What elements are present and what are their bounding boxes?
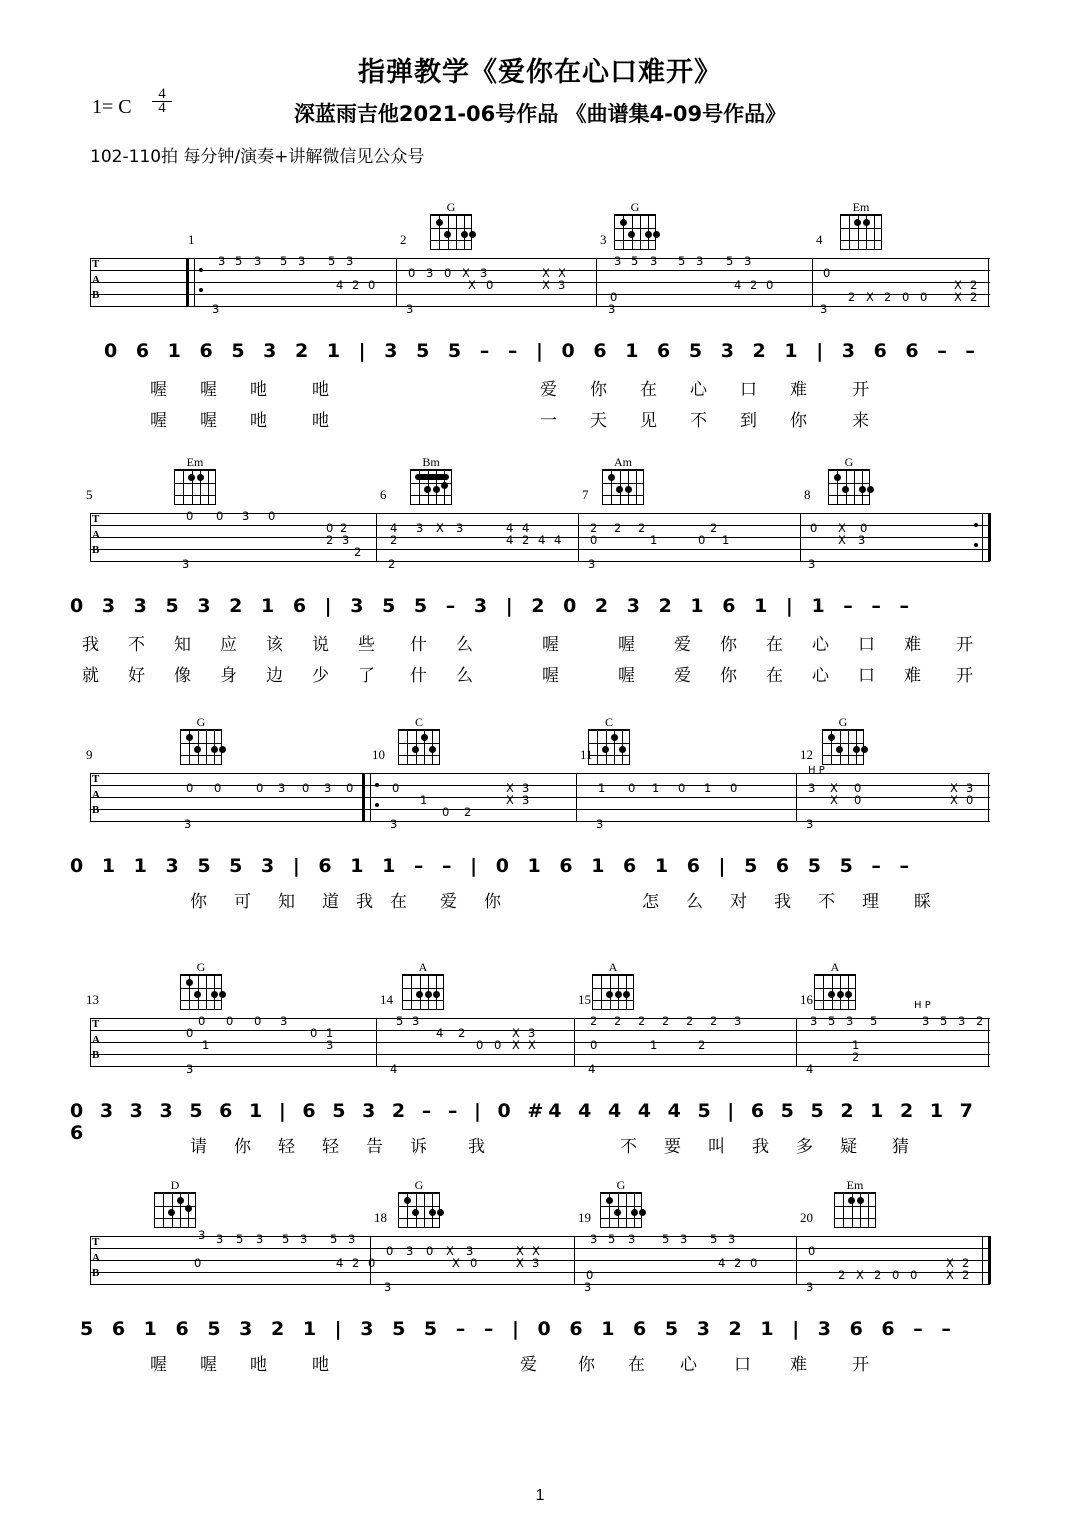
chord-diagram-am (600, 455, 646, 505)
chord-grid (402, 974, 444, 1010)
chord-diagram-g-6 (178, 960, 224, 1010)
lyric-syllable: 什 (410, 635, 427, 655)
lyric-syllable: 吔 (312, 1355, 329, 1375)
chord-grid (592, 974, 634, 1010)
measure-number: 10 (372, 747, 385, 762)
chord-grid (180, 729, 222, 765)
lyric-syllable: 理 (862, 892, 879, 912)
lyric-syllable: 来 (852, 411, 869, 431)
chord-name: Bm (422, 455, 440, 469)
chord-grid (602, 469, 644, 505)
chord-grid (430, 214, 472, 250)
lyric-syllable: 我 (468, 1137, 485, 1157)
measure-number: 9 (86, 747, 93, 762)
chord-diagram-em-1 (838, 200, 884, 250)
measure-number: 20 (800, 1210, 813, 1225)
lyric-syllable: 可 (234, 892, 251, 912)
measure-number: 11 (580, 747, 593, 762)
chord-grid (834, 1192, 876, 1228)
measure-number: 8 (804, 487, 811, 502)
chord-name: Em (846, 1178, 864, 1192)
lyric-syllable: 喔 (618, 635, 635, 655)
chord-name: A (830, 960, 840, 974)
lyric-syllable: 不 (620, 1137, 637, 1157)
lyric-syllable: 吔 (250, 411, 267, 431)
lyric-syllable: 喔 (150, 1355, 167, 1375)
chord-diagram-bm (408, 455, 454, 505)
lyric-syllable: 在 (766, 635, 783, 655)
system-4 (0, 960, 1080, 1160)
lyric-syllable: 我 (82, 635, 99, 655)
lyric-syllable: 身 (220, 666, 237, 686)
notation-text: 0 1 1 3 5 5 3 | 6 1 1 – – | 0 1 6 1 6 1 6 | 5 6 5 5 – – (70, 855, 916, 877)
chord-name: C (414, 715, 423, 729)
measure-number: 14 (380, 992, 393, 1007)
chord-grid (180, 974, 222, 1010)
lyric-syllable: 难 (790, 1355, 807, 1375)
lyric-syllable: 吔 (250, 380, 267, 400)
lyric-syllable: 心 (690, 380, 707, 400)
chord-diagram-a-3 (812, 960, 858, 1010)
lyric-syllable: 在 (640, 380, 657, 400)
chord-grid (840, 214, 882, 250)
chord-grid (174, 469, 216, 505)
lyric-syllable: 爱 (674, 635, 691, 655)
lyric-syllable: 我 (356, 892, 373, 912)
lyric-syllable: 多 (796, 1137, 813, 1157)
lyric-syllable: 诉 (410, 1137, 427, 1157)
lyric-syllable: 好 (128, 666, 145, 686)
lyric-syllable: 爱 (674, 666, 691, 686)
lyric-syllable: 不 (818, 892, 835, 912)
measure-number: 7 (582, 487, 589, 502)
measure-number: 6 (380, 487, 387, 502)
measure-number: 5 (86, 487, 93, 502)
chord-diagram-a-2 (590, 960, 636, 1010)
lyric-syllable: 难 (904, 666, 921, 686)
chord-grid (398, 729, 440, 765)
chord-grid (154, 1192, 196, 1228)
chord-name: G (196, 960, 206, 974)
lyric-syllable: 喔 (542, 666, 559, 686)
lyric-syllable: 不 (128, 635, 145, 655)
chord-diagram-g-4 (178, 715, 224, 765)
lyric-syllable: 就 (82, 666, 99, 686)
chord-diagram-g-3 (826, 455, 872, 505)
chord-name: D (170, 1178, 180, 1192)
numbered-notation-3 (70, 855, 990, 881)
chord-diagram-c-1 (396, 715, 442, 765)
tab-staff-4: T A B 13 14 15 16 0 0 0 3 0 1 0 1 3 3 5 3 4 2 0 0 X X X 3 4 2 2 2 2 2 2 3 0 1 2 4 3 5 3 5 3 5 3 2 H P 1 2 4 (90, 1018, 990, 1080)
lyric-syllable: 口 (858, 666, 875, 686)
tab-label: T A B (92, 773, 100, 816)
system-5 (0, 1178, 1080, 1378)
tab-label: T A B (92, 1236, 100, 1279)
system-2 (0, 455, 1080, 685)
lyric-syllable: 口 (858, 635, 875, 655)
notation-text: 0 6 1 6 5 3 2 1 | 3 5 5 – – | 0 6 1 6 5 3 2 1 | 3 6 6 – – (104, 340, 981, 362)
lyrics-line-1-1 (90, 375, 990, 399)
numbered-notation-4 (70, 1100, 990, 1144)
lyric-syllable: 开 (852, 380, 869, 400)
system-3 (0, 715, 1080, 915)
lyric-syllable: 么 (456, 666, 473, 686)
lyric-syllable: 吔 (312, 411, 329, 431)
chord-grid (600, 1192, 642, 1228)
lyric-syllable: 在 (390, 892, 407, 912)
chord-name: A (608, 960, 618, 974)
chord-name: Em (852, 200, 870, 214)
chord-name: G (446, 200, 456, 214)
lyric-syllable: 说 (312, 635, 329, 655)
lyric-syllable: 你 (590, 380, 607, 400)
time-signature-denominator: 4 (152, 101, 172, 115)
lyrics-line-1-2 (90, 406, 990, 430)
lyric-syllable: 我 (774, 892, 791, 912)
chord-name: A (418, 960, 428, 974)
lyric-syllable: 爱 (540, 380, 557, 400)
chord-grid (814, 974, 856, 1010)
page-subtitle: 深蓝雨吉他2021-06号作品 《曲谱集4-09号作品》 (293, 102, 787, 126)
lyric-syllable: 什 (410, 666, 427, 686)
chord-name: Em (186, 455, 204, 469)
tab-label: T A B (92, 258, 100, 301)
notation-text: 0 3 3 5 3 2 1 6 | 3 5 5 – 3 | 2 0 2 3 2 1 6 1 | 1 – – – (70, 595, 916, 617)
lyric-syllable: 少 (312, 666, 329, 686)
numbered-notation-2 (70, 595, 990, 621)
lyrics-line-2-1 (82, 630, 990, 655)
lyric-syllable: 爱 (440, 892, 457, 912)
chord-grid (588, 729, 630, 765)
lyric-syllable: 喔 (200, 1355, 217, 1375)
lyric-syllable: 么 (686, 892, 703, 912)
lyric-syllable: 你 (578, 1355, 595, 1375)
lyric-syllable: 心 (812, 666, 829, 686)
notation-text: 5 6 1 6 5 3 2 1 | 3 5 5 – – | 0 6 1 6 5 3 2 1 | 3 6 6 – – (80, 1318, 957, 1340)
lyric-syllable: 你 (720, 666, 737, 686)
time-signature (152, 88, 172, 115)
numbered-notation-5 (80, 1318, 990, 1344)
measure-number: 19 (578, 1210, 591, 1225)
lyric-syllable: 你 (190, 892, 207, 912)
lyric-syllable: 了 (358, 666, 375, 686)
lyric-syllable: 到 (740, 411, 757, 431)
chord-name: G (196, 715, 206, 729)
lyric-syllable: 轻 (322, 1137, 339, 1157)
lyric-syllable: 请 (190, 1137, 207, 1157)
lyric-syllable: 开 (956, 666, 973, 686)
lyric-syllable: 一 (540, 411, 557, 431)
lyric-syllable: 告 (366, 1137, 383, 1157)
lyric-syllable: 要 (664, 1137, 681, 1157)
lyric-syllable: 些 (358, 635, 375, 655)
lyric-syllable: 怎 (642, 892, 659, 912)
chord-diagram-g-2 (612, 200, 658, 250)
chord-grid (410, 469, 452, 505)
lyric-syllable: 疑 (840, 1137, 857, 1157)
chord-diagram-d (152, 1178, 198, 1228)
lyric-syllable: 应 (220, 635, 237, 655)
chord-diagram-g-5 (820, 715, 866, 765)
chord-grid (398, 1192, 440, 1228)
page-title: 指弹教学《爱你在心口难开》 (358, 57, 722, 87)
lyric-syllable: 心 (680, 1355, 697, 1375)
lyric-syllable: 天 (590, 411, 607, 431)
chord-name: G (414, 1178, 424, 1192)
tempo-marking: 102-110拍 每分钟/演奏+讲解微信见公众号 (90, 147, 425, 167)
chord-name: C (604, 715, 613, 729)
lyric-syllable: 开 (956, 635, 973, 655)
page-number: 1 (535, 1487, 545, 1504)
lyric-syllable: 在 (628, 1355, 645, 1375)
chord-grid (614, 214, 656, 250)
lyric-syllable: 你 (234, 1137, 251, 1157)
chord-diagram-em-3 (832, 1178, 878, 1228)
tab-staff-2: T A B 5 6 7 8 0 0 3 0 0 2 2 3 2 3 4 3 X 3 2 4 4 4 4 4 2 2 2 2 2 2 0 1 1 0 3 0 X 0 X 3 3 (90, 513, 990, 575)
measure-number: 18 (374, 1210, 387, 1225)
lyric-syllable: 吔 (312, 380, 329, 400)
lyric-syllable: 难 (790, 380, 807, 400)
lyric-syllable: 么 (456, 635, 473, 655)
lyric-syllable: 爱 (520, 1355, 537, 1375)
lyric-syllable: 喔 (150, 380, 167, 400)
lyric-syllable: 开 (852, 1355, 869, 1375)
tab-staff-3: T A B 9 10 11 12 0 0 0 3 0 3 0 3 0 1 0 2 X 3 X 3 3 1 0 1 0 1 0 3 3 X 0 X 0 X 3 X 0 H P 3 (90, 773, 990, 835)
measure-number: 15 (578, 992, 591, 1007)
lyric-syllable: 心 (812, 635, 829, 655)
chord-name: G (844, 455, 854, 469)
lyrics-line-2-2 (82, 661, 990, 686)
lyric-syllable: 喔 (200, 380, 217, 400)
chord-name: G (616, 1178, 626, 1192)
measure-number: 3 (600, 232, 607, 247)
tab-label: T A B (92, 1018, 100, 1061)
lyric-syllable: 口 (740, 380, 757, 400)
lyric-syllable: 口 (734, 1355, 751, 1375)
system-1 (0, 200, 1080, 430)
lyric-syllable: 见 (640, 411, 657, 431)
measure-number: 13 (86, 992, 99, 1007)
lyric-syllable: 难 (904, 635, 921, 655)
lyric-syllable: 像 (174, 666, 191, 686)
measure-number: 1 (188, 232, 195, 247)
tab-staff-1: T A B 1 2 3 4 3 5 3 5 3 5 3 4 2 0 3 0 3 0 X 3 X X X 3 X 0 3 3 5 3 5 3 5 3 4 2 0 0 3 0 2 X 2 0 0 X 2 X 2 3 (90, 258, 990, 320)
numbered-notation-1 (90, 340, 990, 366)
lyric-syllable: 道 (322, 892, 339, 912)
tab-label: T A B (92, 513, 100, 556)
chord-name: G (838, 715, 848, 729)
lyric-syllable: 你 (484, 892, 501, 912)
notation-text: 0 3 3 3 5 6 1 | 6 5 3 2 – – | 0 #4 4 4 4 4 5 | 6 5 5 2 1 2 1 7 6 (70, 1100, 978, 1144)
measure-number: 2 (400, 232, 407, 247)
chord-diagram-g-8 (598, 1178, 644, 1228)
lyric-syllable: 不 (690, 411, 707, 431)
lyric-syllable: 喔 (200, 411, 217, 431)
lyric-syllable: 叫 (708, 1137, 725, 1157)
tab-staff-5: T A B 18 19 20 3 3 5 3 5 3 5 3 4 2 0 0 0 3 0 X 3 X X X 3 X 0 3 3 5 3 5 3 5 3 4 2 0 0 3 0 2 X 2 0 0 X 2 X 2 3 (90, 1236, 990, 1298)
lyrics-line-3-1 (90, 887, 990, 911)
time-signature-numerator: 4 (158, 86, 166, 102)
chord-diagram-em-2 (172, 455, 218, 505)
chord-grid (822, 729, 864, 765)
lyric-syllable: 边 (266, 666, 283, 686)
lyric-syllable: 对 (730, 892, 747, 912)
lyric-syllable: 该 (266, 635, 283, 655)
measure-number: 4 (816, 232, 823, 247)
chord-diagram-g-7 (396, 1178, 442, 1228)
lyric-syllable: 吔 (250, 1355, 267, 1375)
chord-diagram-g-1 (428, 200, 474, 250)
lyric-syllable: 睬 (914, 892, 931, 912)
lyric-syllable: 猜 (892, 1137, 909, 1157)
lyric-syllable: 喔 (542, 635, 559, 655)
lyric-syllable: 在 (766, 666, 783, 686)
lyrics-line-5-1 (90, 1350, 990, 1374)
chord-diagram-c-2 (586, 715, 632, 765)
chord-diagram-a-1 (400, 960, 446, 1010)
lyric-syllable: 喔 (150, 411, 167, 431)
lyrics-line-4-1 (90, 1132, 990, 1156)
lyric-syllable: 我 (752, 1137, 769, 1157)
measure-number: 16 (800, 992, 813, 1007)
key-signature: 1= C (92, 96, 132, 118)
chord-name: Am (614, 455, 632, 469)
lyric-syllable: 你 (790, 411, 807, 431)
lyric-syllable: 你 (720, 635, 737, 655)
measure-number: 12 (800, 747, 813, 762)
lyric-syllable: 喔 (618, 666, 635, 686)
lyric-syllable: 知 (278, 892, 295, 912)
lyric-syllable: 知 (174, 635, 191, 655)
lyric-syllable: 轻 (278, 1137, 295, 1157)
chord-name: G (630, 200, 640, 214)
chord-grid (828, 469, 870, 505)
